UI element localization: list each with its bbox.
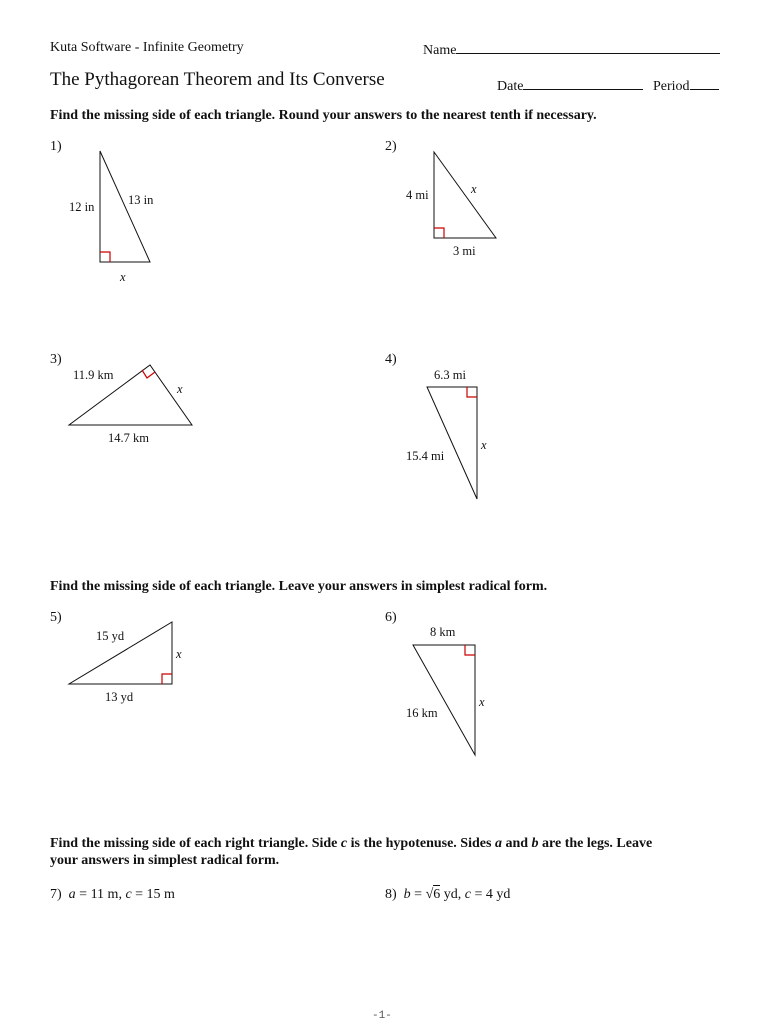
problem-5-number: 5) [50,610,62,625]
right-angle-marker-4 [467,387,477,397]
right-angle-marker-2 [434,228,444,238]
problem-4-leg-label: 6.3 mi [434,368,466,382]
section-3-var-b: b [531,836,539,851]
name-label: Name [423,43,457,58]
problem-8-number: 8) [385,887,397,902]
problem-7 [50,887,175,903]
problem-5-base-label: 13 yd [105,690,134,704]
section-3-var-a: a [494,836,502,851]
problem-2-unknown-label: x [471,182,477,196]
problem-4-hypotenuse-label: 15.4 mi [406,449,445,463]
problem-8-var-b: b [403,887,411,902]
date-label: Date [497,79,524,94]
section-3-text-end: are the legs. Leave [538,836,653,851]
problem-1-unknown-label: x [120,270,126,284]
section-3-instruction [50,836,652,852]
right-angle-marker-5 [162,674,172,684]
problem-5-unknown-label: x [176,647,182,661]
section-3-text-b: is the hypotenuse. Sides [347,836,495,851]
problem-4-unknown-label: x [481,438,487,452]
problem-6-number: 6) [385,610,397,625]
problem-7-number: 7) [50,887,62,902]
triangle-4 [427,387,477,499]
problem-5-hypotenuse-label: 15 yd [96,629,125,643]
right-angle-marker-3 [142,370,155,378]
period-label: Period [653,79,690,94]
problem-2-base-label: 3 mi [453,244,476,258]
problem-3-leg-label: 11.9 km [73,368,114,382]
section-1-instruction: Find the missing side of each triangle. Round your answers to the nearest tenth if necessary. [50,108,597,123]
problem-2-number: 2) [385,139,397,154]
problem-6-hypotenuse-label: 16 km [406,706,438,720]
problem-1-number: 1) [50,139,62,154]
problem-7-c-value: = 15 m [131,887,175,902]
problem-8-equals: = [410,887,426,902]
problem-3-hypotenuse-label: 14.7 km [108,431,149,445]
section-2-instruction: Find the missing side of each triangle. Leave your answers in simplest radical form. [50,579,548,594]
problem-1-hypotenuse-label: 13 in [128,193,154,207]
problem-1-leg-label: 12 in [69,200,95,214]
publisher-text: Kuta Software - Infinite Geometry [50,40,244,55]
problem-8-c-value: = 4 yd [470,887,511,902]
problem-2-leg-label: 4 mi [406,188,429,202]
section-3-text-and: and [501,836,532,851]
problem-6-leg-label: 8 km [430,625,456,639]
problem-7-a-value: = 11 m, [75,887,126,902]
problem-7-var-a: a [68,887,76,902]
problem-4-number: 4) [385,352,397,367]
problem-8 [385,887,510,903]
problem-8-radicand: 6 [433,887,441,902]
right-angle-marker-1 [100,252,110,262]
section-3-instruction-line2: your answers in simplest radical form. [50,853,280,868]
problem-6-unknown-label: x [479,695,485,709]
page-title: The Pythagorean Theorem and Its Converse [50,69,385,90]
problem-8-b-unit: yd, [440,887,465,902]
section-3-text-a: Find the missing side of each right triangle. Side [50,836,341,851]
page-number: -1- [372,1010,392,1022]
triangle-6 [413,645,475,755]
problem-8-var-c: c [464,887,471,902]
problem-3-unknown-label: x [177,382,183,396]
right-angle-marker-6 [465,645,475,655]
section-3-var-c: c [340,836,348,851]
triangle-2 [434,152,496,238]
radical-icon: √ [425,887,434,902]
problem-7-var-c: c [125,887,132,902]
problem-3-number: 3) [50,352,62,367]
